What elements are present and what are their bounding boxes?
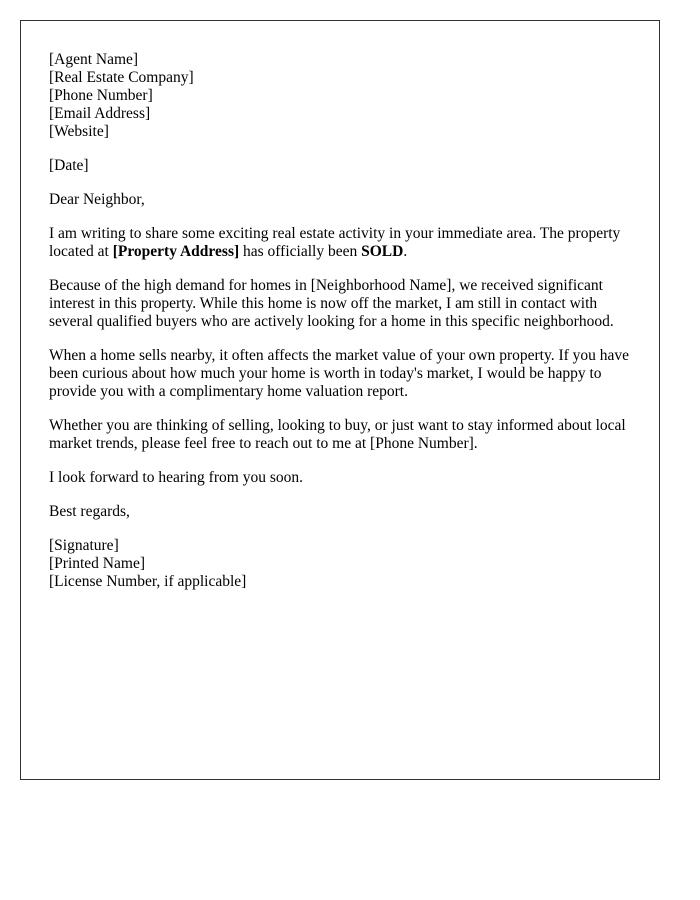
company-name: [Real Estate Company] (49, 69, 194, 86)
signature-block (49, 537, 631, 591)
salutation: Dear Neighbor, (49, 191, 145, 208)
letter-date: [Date] (49, 157, 89, 174)
closing: Best regards, (49, 503, 130, 520)
signature: [Signature] (49, 537, 119, 554)
paragraph-closing-remark: I look forward to hearing from you soon. (49, 469, 303, 486)
sold-status: SOLD (361, 243, 404, 260)
agent-name: [Agent Name] (49, 51, 139, 68)
paragraph-text: I am writing to share some exciting real estate activity in your immediate area. The property located at (49, 225, 621, 260)
license-number: [License Number, if applicable] (49, 573, 247, 590)
paragraph-text: has officially been (239, 243, 362, 260)
paragraph-sold-announcement (49, 225, 631, 261)
phone-number: [Phone Number] (49, 87, 153, 104)
paragraph-demand: Because of the high demand for homes in [Neighborhood Name], we received significant interest in this property. While this home is now off the market, I am still in contact with several qualified buyers who are actively looking for a home in this specific neighborhood. (49, 277, 614, 330)
letter-page (20, 20, 660, 780)
website: [Website] (49, 123, 109, 140)
paragraph-contact: Whether you are thinking of selling, looking to buy, or just want to stay informed about local market trends, please feel free to reach out to me at [Phone Number]. (49, 417, 626, 452)
property-address: [Property Address] (112, 243, 240, 260)
paragraph-text: . (403, 243, 408, 260)
sender-block (49, 51, 631, 141)
printed-name: [Printed Name] (49, 555, 145, 572)
paragraph-valuation: When a home sells nearby, it often affects the market value of your own property. If you have been curious about how much your home is worth in today's market, I would be happy to provide you with a complimentary home valuation report. (49, 347, 630, 400)
email-address: [Email Address] (49, 105, 151, 122)
